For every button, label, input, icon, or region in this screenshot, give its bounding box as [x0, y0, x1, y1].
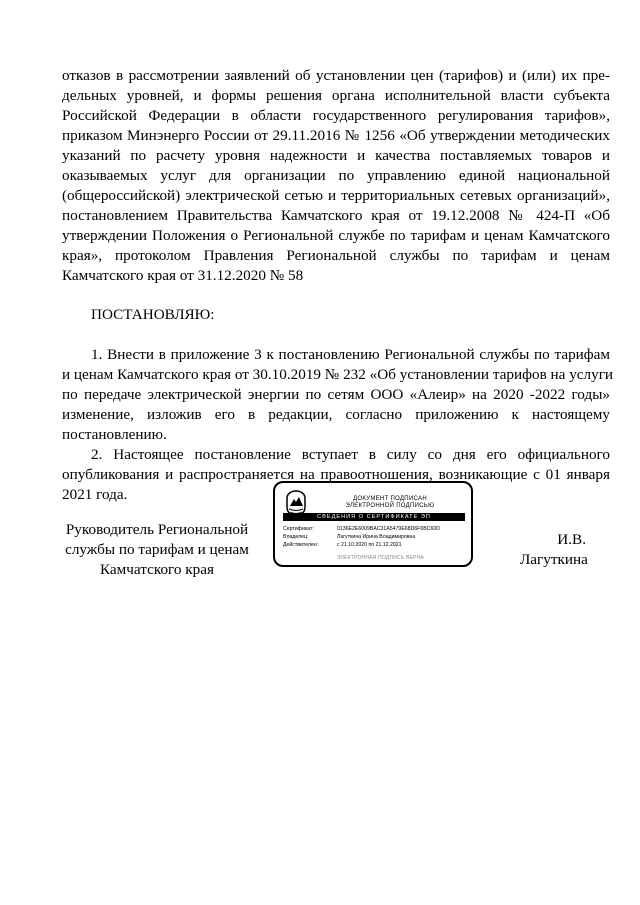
stamp-row-value: с 21.10.2020 по 21.12.2021 [337, 542, 402, 548]
text-line: 1. Внести в приложение 3 к постановлению Региональной службы по тарифам [91, 346, 610, 363]
decree-heading: ПОСТАНОВЛЯЮ: [91, 306, 215, 323]
position-line: Руководитель Региональной [65, 521, 249, 538]
text-line: 2021 года. [62, 486, 128, 503]
stamp-row-key: Сертификат: [283, 526, 314, 532]
text-line: утверждении Положения о Региональной службе по тарифам и ценам Камчатского [62, 227, 610, 244]
stamp-row-key: Владелец: [283, 534, 309, 540]
name-line: Лагуткина [520, 551, 588, 568]
text-line: указаний по расчету уровня надежности и качества поставляемых товаров и [62, 147, 610, 164]
electronic-signature-stamp [273, 481, 473, 567]
text-line: и ценам Камчатского края от 30.10.2019 № 232 «Об установлении тарифов на услуги [62, 366, 614, 383]
stamp-row-key: Действителен: [283, 542, 319, 548]
signatory-position [60, 520, 254, 580]
stamp-row-value: Лагуткина Ирина Владимировна [337, 534, 416, 540]
stamp-row-owner [283, 534, 465, 541]
text-line: 2. Настоящее постановление вступает в силу со дня его официального [91, 446, 610, 463]
text-line: приказом Минэнерго России от 29.11.2016 № 1256 «Об утверждении методических [62, 127, 610, 144]
stamp-footer: ЭЛЕКТРОННАЯ ПОДПИСЬ ВЕРНА [337, 555, 424, 561]
text-line: (общероссийской) электрической сетью и территориальных сетевых организаций», [62, 187, 610, 204]
stamp-row-validity [283, 542, 465, 549]
position-line: службы по тарифам и ценам [65, 541, 249, 558]
text-line: постановлению. [62, 426, 167, 443]
name-line: И.В. [557, 531, 586, 548]
text-line: Камчатского края от 31.12.2020 № 58 [62, 267, 304, 284]
text-line: края», протоколом Правления Региональной службы по тарифам и ценам [62, 247, 610, 264]
text-line: оказываемых услуг для организации по управлению единой национальной [62, 167, 610, 184]
text-line: опубликования и распространяется на правоотношения, возникающие с 01 января [62, 466, 610, 483]
stamp-title-line: ДОКУМЕНТ ПОДПИСАН [353, 496, 427, 502]
text-line: изменение, изложив его в редакции, согласно приложению к настоящему [62, 406, 610, 423]
position-line: Камчатского края [100, 561, 214, 578]
text-line: дельных уровней, и формы решения органа исполнительной власти субъекта [62, 87, 610, 104]
stamp-title-line: ЭЛЕКТРОННОЙ ПОДПИСЬЮ [345, 503, 435, 509]
signatory-name [520, 530, 586, 570]
text-line: по передаче электрической энергии по сетям ООО «Алеир» на 2020 -2022 годы» [62, 386, 610, 403]
text-line: отказов в рассмотрении заявлений об установлении цен (тарифов) и (или) их пре- [62, 67, 610, 84]
text-line: постановлением Правительства Камчатского края от 19.12.2008 № 424-П «Об [62, 207, 610, 224]
text-line: Российской Федерации в области государственного регулирования тарифов», [62, 107, 610, 124]
stamp-header-bar: СВЕДЕНИЯ О СЕРТИФИКАТЕ ЭП [283, 513, 465, 521]
stamp-row-certificate [283, 526, 465, 533]
stamp-row-value: 0136E2E6009BAC31A5479E68D6F6BC60D [337, 526, 440, 532]
